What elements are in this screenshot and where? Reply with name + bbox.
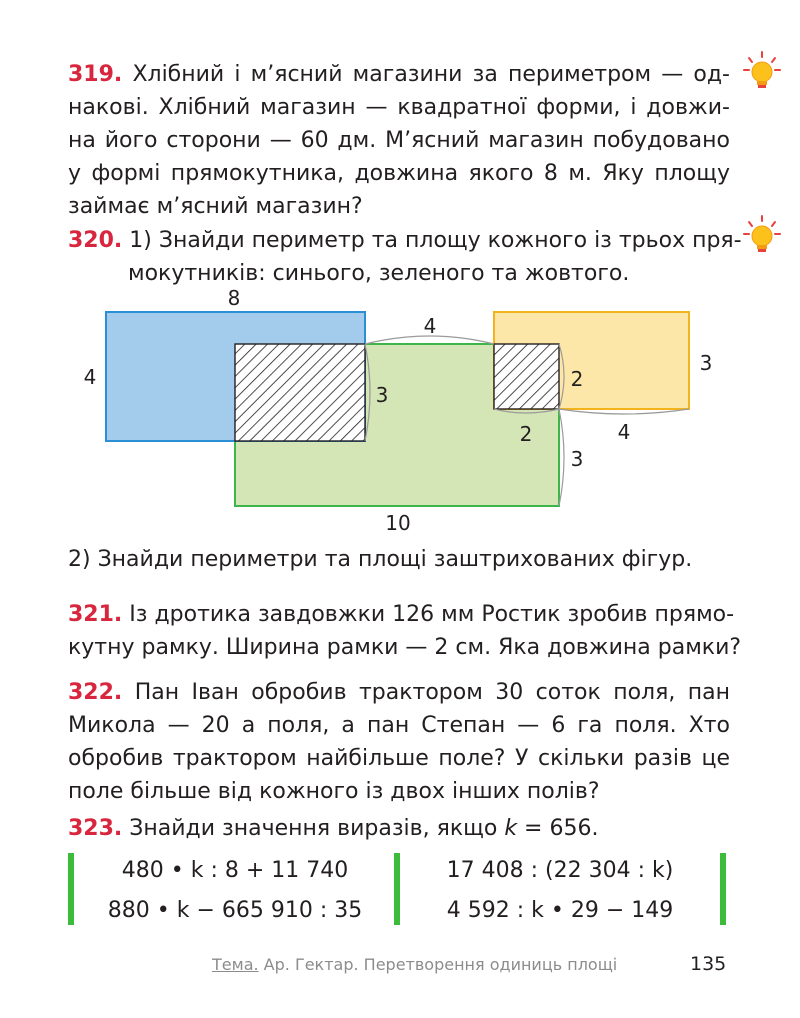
problem-text-line: Пан Іван обробив трактором 30 соток поля, пан [134,680,730,705]
dim-gap: 4 [423,314,437,338]
dim-yellow-height: 3 [699,351,713,375]
topic-label: Тема. [212,955,259,974]
footer-topic [212,955,617,974]
problem-text-line: кутну рамку. Ширина рамки — 2 см. Яка довжина рамки? [68,635,742,660]
green-bar [720,853,726,925]
dim-blue-width: 8 [227,286,241,310]
dim-green-overlap-height: 3 [375,383,389,407]
problem-text-line: у формі прямокутника, довжина якого 8 м. Яку площу [68,161,730,186]
problem-text-line: обробив трактором найбільше поле? У скільки разів це [68,746,730,771]
problem-text: = 656. [517,816,599,841]
dim-yellow-overlap-width: 2 [519,422,533,446]
problem-320-part2 [68,543,730,576]
page-number: 135 [690,953,727,975]
problem-text-line: мокутників: синього, зеленого та жовтого. [128,261,630,286]
topic-text: Ар. Гектар. Перетворення одиниць площі [263,955,618,974]
expression: 480 • k : 8 + 11 740 [121,858,349,883]
dim-yellow-right-width: 4 [617,420,631,444]
hatched-region-left [235,344,365,441]
variable-k: k [504,816,518,841]
lightbulb-icon [742,50,782,94]
green-bar [394,853,400,925]
problem-number: 319. [68,62,123,87]
problem-323 [68,812,730,845]
hatched-region-right [494,344,559,409]
problem-text: Знайди значення виразів, якщо [129,816,505,841]
dim-blue-height: 4 [83,365,97,389]
expression: 17 408 : (22 304 : k) [446,858,674,883]
dim-green-lower-height: 3 [570,447,584,471]
green-bar [68,853,74,925]
expression: 4 592 : k • 29 − 149 [446,898,674,923]
problem-text-line: поле більше від кожного із двох інших полів? [68,779,600,804]
problem-text-line: Микола — 20 а поля, а пан Степан — 6 га поля. Хто [68,713,730,738]
problem-text-line: накові. Хлібний магазин — квадратної форми, і довжи- [68,95,730,120]
problem-321 [68,598,742,664]
problem-319 [68,58,730,223]
dim-green-width: 10 [385,511,411,535]
problem-text-line: Хлібний і м’ясний магазини за периметром — од- [132,62,730,87]
problem-text-line: 2) Знайди периметри та площі заштрихованих фігур. [68,547,693,572]
expression: 880 • k − 665 910 : 35 [107,898,363,923]
problem-number: 320. [68,228,123,253]
problem-text-line: 1) Знайди периметр та площу кожного із трьох пря- [129,228,742,253]
problem-number: 322. [68,680,123,705]
rectangles-diagram [0,280,800,540]
problem-text-line: на його сторони — 60 дм. М’ясний магазин побудовано [68,128,730,153]
problem-322 [68,676,730,808]
problem-number: 321. [68,602,123,627]
dim-yellow-overlap-height: 2 [570,367,584,391]
problem-text-line: Із дротика завдовжки 126 мм Ростик зробив прямо- [129,602,735,627]
problem-text-line: займає м’ясний магазин? [68,194,363,219]
lightbulb-icon [742,214,782,258]
problem-number: 323. [68,816,123,841]
